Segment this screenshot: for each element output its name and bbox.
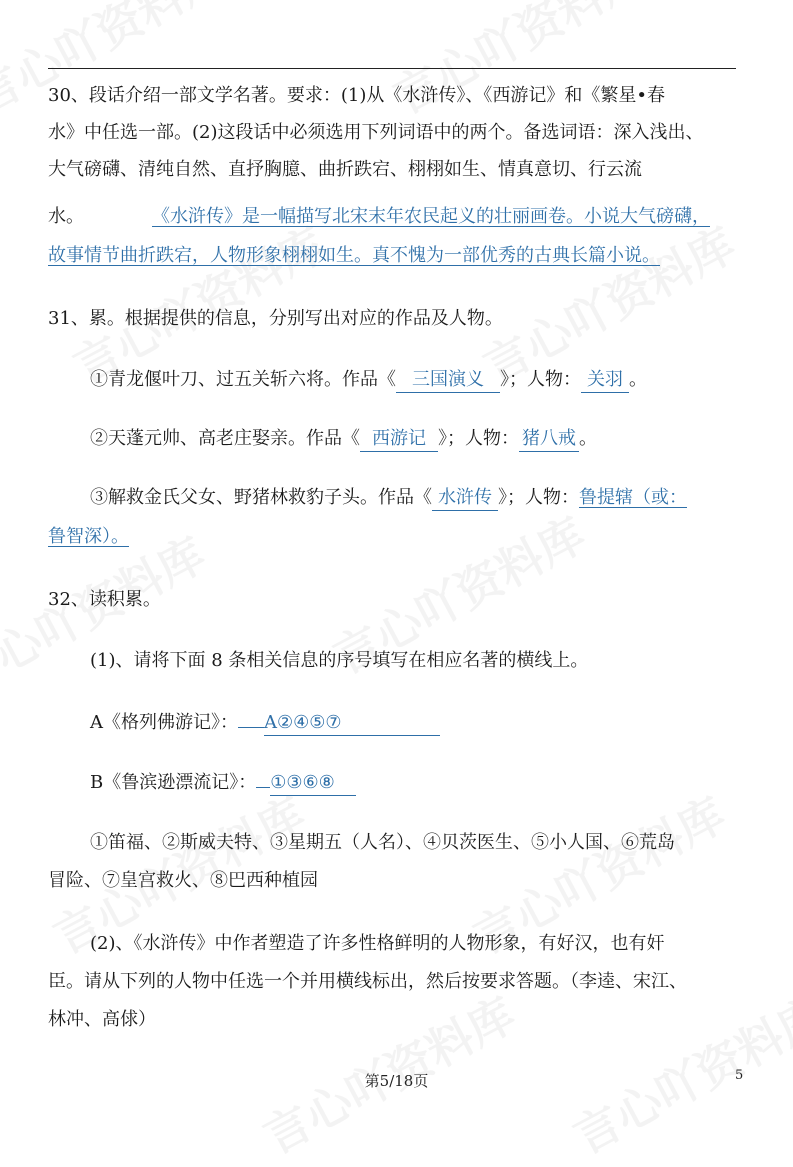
q32-a-label: A《格列佛游记》：	[90, 712, 238, 733]
q30-line4	[48, 205, 710, 229]
q31-item1-end: 。	[629, 369, 647, 390]
q30-answer-line1: 《水浒传》是一幅描写北宋末年农民起义的壮丽画卷。小说大气磅礴，	[152, 206, 710, 227]
q30-line1: 30、段话介绍一部文学名著。要求：(1)从《水浒传》、《西游记》和《繁星•春	[48, 85, 666, 106]
q32-sub2-line1: (2)、《水浒传》中作者塑造了许多性格鲜明的人物形象，有好汉，也有奸	[90, 933, 665, 954]
q31-item1	[90, 368, 647, 393]
q31-item2-person: 猪八戒	[519, 427, 579, 452]
q31-item1-text: ①青龙偃叶刀、过五关斩六将。作品《	[90, 369, 396, 390]
q32-a-answer: A②④⑤⑦	[264, 711, 440, 736]
q31-item1-mid: 》；人物：	[500, 369, 581, 390]
header-rule	[48, 68, 736, 69]
q31-item3-mid: 》；人物：	[498, 487, 579, 508]
q30-answer-line2-row	[48, 244, 660, 268]
q32-options-line2: 冒险、⑦皇宫救火、⑧巴西种植园	[48, 870, 318, 891]
q31-item3-text: ③解救金氏父女、野猪林救豹子头。作品《	[90, 487, 432, 508]
page-footer: 第5/18页	[364, 1072, 429, 1090]
q31-item2	[90, 427, 597, 452]
q32-sub1: (1)、请将下面 8 条相关信息的序号填写在相应名著的横线上。	[90, 650, 589, 671]
q31-item3-cont	[48, 525, 129, 549]
q31-item3-work: 水浒传	[432, 486, 498, 511]
q31-item2-work: 西游记	[360, 427, 438, 452]
q32-a-row	[90, 711, 440, 736]
q32-b-row	[90, 771, 356, 796]
q31-item2-mid: 》；人物：	[438, 428, 519, 449]
q30-answer-line2: 故事情节曲折跌宕，人物形象栩栩如生。真不愧为一部优秀的古典长篇小说。	[48, 245, 660, 266]
q31-item2-text: ②天蓬元帅、高老庄娶亲。作品《	[90, 428, 360, 449]
page-number: 5	[735, 1068, 744, 1083]
q30-line2: 水》中任选一部。(2)这段话中必须选用下列词语中的两个。备选词语：深入浅出、	[48, 122, 704, 143]
q31-item1-work: 三国演义	[396, 368, 500, 393]
q32-b-answer: ①③⑥⑧	[270, 771, 356, 796]
q31-item3	[90, 486, 687, 511]
q32-sub2-line3: 林冲、高俅）	[48, 1009, 156, 1030]
q31-item1-person: 关羽	[581, 368, 629, 393]
q31-item3-person: 鲁提辖（或：	[579, 487, 687, 508]
q32-options-line1: ①笛福、②斯威夫特、③星期五（人名）、④贝茨医生、⑤小人国、⑥荒岛	[90, 832, 675, 853]
q32-b-label: B《鲁滨逊漂流记》：	[90, 772, 257, 793]
q31-item2-end: 。	[579, 428, 597, 449]
q30-line3: 大气磅礴、清纯自然、直抒胸臆、曲折跌宕、栩栩如生、情真意切、行云流	[48, 159, 642, 180]
q31-item3-person-cont: 鲁智深）。	[48, 526, 129, 547]
q31-title: 31、累。根据提供的信息，分别写出对应的作品及人物。	[48, 308, 503, 329]
q32-title: 32、读积累。	[48, 589, 161, 610]
q30-line4-prefix: 水。	[48, 206, 84, 227]
q32-sub2-line2: 臣。请从下列的人物中任选一个并用横线标出，然后按要求答题。（李逵、宋江、	[48, 971, 687, 992]
